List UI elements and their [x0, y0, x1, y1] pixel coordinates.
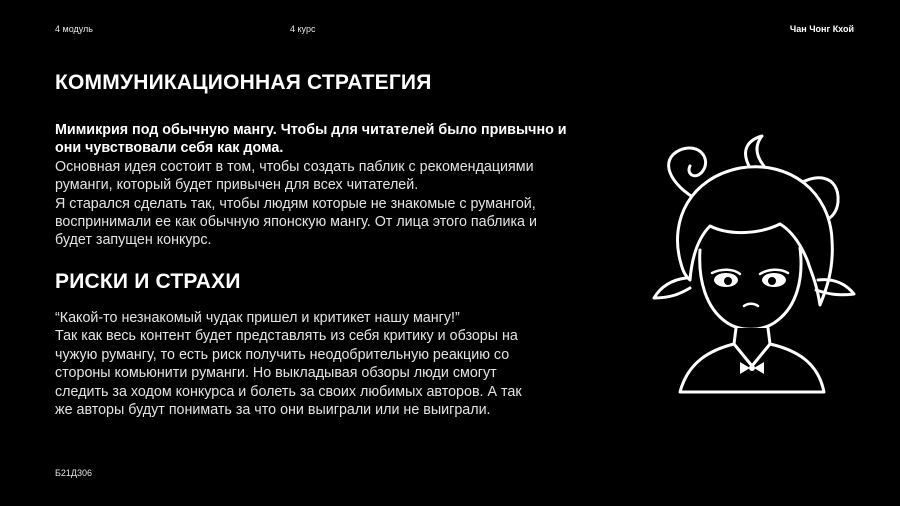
risks-body-line: следить за ходом конкурса и болеть за своих любимых авторов. А так: [55, 383, 522, 400]
face-outline: [700, 248, 801, 329]
strategy-body-line: руманги, который будет привычен для всех читателей.: [55, 177, 419, 194]
strategy-lead-line: Мимикрия под обычную мангу. Чтобы для читателей было привычно и: [55, 122, 567, 138]
risks-text: [55, 309, 603, 419]
risks-body-line: “Какой-то незнакомый чудак пришел и критикет нашу мангу!”: [55, 310, 460, 326]
header-module: 4 модуль: [55, 24, 93, 34]
risks-body-line: Так как весь контент будет представлять из себя критику и обзоры на: [55, 328, 518, 345]
section-title-strategy: КОММУНИКАЦИОННАЯ СТРАТЕГИЯ: [55, 71, 432, 94]
risks-body-line: же авторы будут понимать за что они выиграли или не выиграли.: [55, 402, 491, 419]
risks-body-line: чужую румангу, то есть риск получить неодобрительную реакцию со: [55, 346, 510, 363]
strategy-text: [55, 121, 603, 250]
section-title-risks: РИСКИ И СТРАХИ: [55, 270, 241, 293]
left-ear-shape: [654, 278, 690, 298]
body-outline: [680, 328, 824, 392]
anime-character-illustration: [640, 130, 860, 400]
strategy-body-line: Основная идея состоит в том, чтобы создать паблик с рекомендациями: [55, 158, 534, 175]
hair-shape: [678, 167, 833, 305]
ahoge-shape: [746, 136, 764, 168]
strategy-body-line: будет запущен конкурс.: [55, 232, 212, 249]
strategy-lead-line: они чувствовали себя как дома.: [55, 140, 284, 157]
strategy-body-line: воспринимали ее как обычную японскую мангу. От лица этого паблика и: [55, 214, 537, 231]
strategy-body-line: Я старался сделать так, чтобы людям которые не знакомые с румангой,: [55, 195, 536, 212]
risks-body-line: стороны комьюнити руманги. Но выкладывая обзоры люди смогут: [55, 365, 497, 382]
footer-code: Б21Д306: [55, 468, 93, 478]
mouth-shape: [744, 304, 758, 306]
header-course: 4 курс: [290, 24, 316, 34]
header-author: Чан Чонг Кхой: [789, 24, 854, 34]
